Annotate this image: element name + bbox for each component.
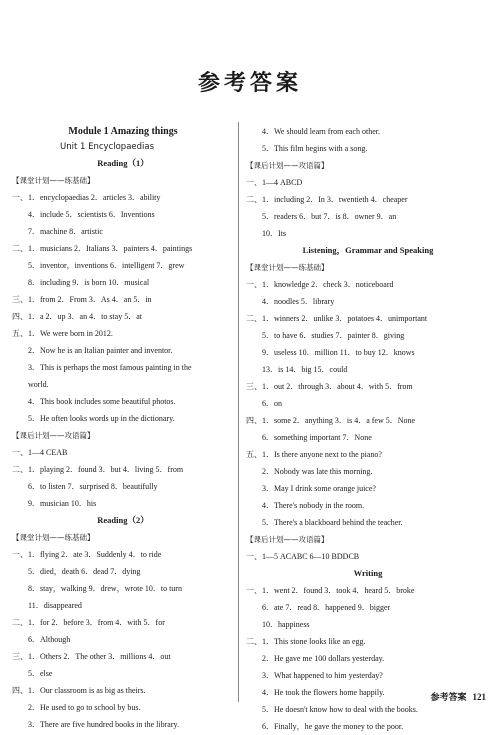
answer-line: 6．Although bbox=[28, 635, 71, 644]
page-number: 121 bbox=[472, 692, 486, 702]
answer-line: 四、1．a 2．up 3．an 4．to stay 5．at bbox=[12, 312, 142, 321]
answer-line: 一、1—4 ABCD bbox=[246, 178, 303, 187]
answer-line: 2．He gave me 100 dollars yesterday. bbox=[262, 654, 385, 663]
answer-line: 5．He doesn't know how to deal with the books. bbox=[262, 705, 418, 714]
answer-line: 9．musician 10．his bbox=[28, 499, 97, 508]
left-column bbox=[12, 123, 234, 733]
answer-line: 5．readers 6．but 7．is 8．owner 9．an bbox=[262, 212, 397, 221]
footer-label: 参考答案 bbox=[430, 693, 467, 703]
answer-line: 5．There's a blackboard behind the teacher. bbox=[262, 518, 403, 527]
answer-line: 二、1．playing 2．found 3．but 4．living 5．from bbox=[12, 465, 184, 474]
answer-line: 二、1．for 2．before 3．from 4．with 5．for bbox=[12, 618, 165, 627]
right-column bbox=[246, 123, 490, 735]
answer-line: world. bbox=[28, 380, 49, 389]
answer-line: 一、1—5 ACABC 6—10 BDDCB bbox=[246, 552, 360, 561]
answer-line: 2．He used to go to school by bus. bbox=[28, 703, 141, 712]
answer-line: Listening，Grammar and Speaking bbox=[302, 245, 434, 255]
answer-line: 2．Nobody was late this morning. bbox=[262, 467, 373, 476]
answer-line: 8．stay，walking 9．drew，wrote 10．to turn bbox=[28, 584, 182, 593]
answer-line: 一、1．encyclopaedias 2．articles 3．ability bbox=[12, 193, 161, 202]
answer-line: 9．useless 10．million 11．to buy 12．knows bbox=[262, 348, 415, 357]
answer-line: 三、1．from 2．From 3．As 4．an 5．in bbox=[12, 295, 152, 304]
answer-line: Writing bbox=[353, 568, 383, 578]
answer-line: 二、1．musicians 2．Italians 3．painters 4．paintings bbox=[12, 244, 193, 253]
answer-line: 3．There are five hundred books in the library. bbox=[28, 720, 179, 729]
answer-line: 2．Now he is an Italian painter and inventor. bbox=[28, 346, 173, 355]
answer-line: 10．Its bbox=[262, 229, 286, 238]
answer-line: 13．is 14．big 15．could bbox=[262, 365, 348, 374]
answer-line: 5．to have 6．studies 7．painter 8．giving bbox=[262, 331, 405, 340]
answer-line: Reading（1） bbox=[97, 158, 149, 168]
answer-line: 五、1．We were born in 2012. bbox=[12, 329, 113, 338]
answer-line: 一、1—4 CEAB bbox=[12, 448, 68, 457]
answer-line: 四、1．some 2．anything 3．is 4．a few 5．None bbox=[246, 416, 416, 425]
answer-line: Reading（2） bbox=[97, 515, 149, 525]
answer-line: 5．died，death 6．dead 7．dying bbox=[28, 567, 141, 576]
answer-line: 一、1．went 2．found 3．took 4．heard 5．broke bbox=[246, 586, 415, 595]
answer-line: 二、1．winners 2．unlike 3．potatoes 4．unimportant bbox=[246, 314, 428, 323]
answer-line: 4．We should learn from each other. bbox=[262, 127, 380, 136]
answer-line: 5．inventor，inventions 6．intelligent 7．grew bbox=[28, 261, 185, 270]
answer-line: 6．something important 7．None bbox=[262, 433, 372, 442]
page-footer bbox=[430, 690, 486, 703]
answer-line: 5．This film begins with a song. bbox=[262, 144, 368, 153]
answer-line: 5．He often looks words up in the dictionary. bbox=[28, 414, 175, 423]
answer-line: 4．There's nobody in the room. bbox=[262, 501, 365, 510]
answer-line: 4．include 5．scientists 6．Inventions bbox=[28, 210, 155, 219]
answer-line: 4．noodles 5．library bbox=[262, 297, 335, 306]
answer-line: Unit 1 Encyclopaedias bbox=[60, 142, 155, 152]
answer-line: 5．else bbox=[28, 669, 53, 678]
answer-line: Module 1 Amazing things bbox=[68, 126, 178, 137]
answer-line: 三、1．Others 2．The other 3．millions 4．out bbox=[12, 652, 171, 661]
answer-line: 6．on bbox=[262, 399, 282, 408]
answer-line: 五、1．Is there anyone next to the piano? bbox=[246, 450, 382, 459]
answer-line: 10．happiness bbox=[262, 620, 310, 629]
answer-line: 8．including 9．is born 10．musical bbox=[28, 278, 150, 287]
page-title: 参考答案 bbox=[197, 71, 302, 96]
answer-line: 【课堂计划——练基础】 bbox=[12, 176, 95, 185]
answer-line: 6．to listen 7．surprised 8．beautifully bbox=[28, 482, 158, 491]
answer-line: 4．This book includes some beautiful photos. bbox=[28, 397, 176, 406]
answer-line: 6．Finally，he gave the money to the poor. bbox=[262, 722, 404, 731]
answer-line: 6．ate 7．read 8．happened 9．bigger bbox=[262, 603, 391, 612]
answer-line: 【课堂计划——练基础】 bbox=[12, 533, 95, 542]
answer-line: 7．machine 8．artistic bbox=[28, 227, 103, 236]
answer-line: 3．This is perhaps the most famous painting in the bbox=[28, 363, 192, 372]
answer-line: 11．disappeared bbox=[28, 601, 82, 610]
answer-line: 二、1．including 2．In 3．twentieth 4．cheaper bbox=[246, 195, 408, 204]
answer-line: 【课后计划——攻语篇】 bbox=[246, 161, 329, 170]
answer-line: 二、1．This stone looks like an egg. bbox=[246, 637, 366, 646]
column-divider bbox=[238, 122, 239, 702]
answer-line: 【课后计划——攻语篇】 bbox=[12, 431, 95, 440]
answer-line: 四、1．Our classroom is as big as theirs. bbox=[12, 686, 146, 695]
answer-line: 4．He took the flowers home happily. bbox=[262, 688, 385, 697]
answer-line: 【课后计划——攻语篇】 bbox=[246, 535, 329, 544]
answer-line: 【课堂计划——练基础】 bbox=[246, 263, 329, 272]
answer-line: 三、1．out 2．through 3．about 4．with 5．from bbox=[246, 382, 413, 391]
answer-line: 一、1．flying 2．ate 3．Suddenly 4．to ride bbox=[12, 550, 162, 559]
answer-line: 3．May I drink some orange juice? bbox=[262, 484, 376, 493]
answer-line: 3．What happened to him yesterday? bbox=[262, 671, 383, 680]
answer-line: 一、1．knowledge 2．check 3．noticeboard bbox=[246, 280, 394, 289]
